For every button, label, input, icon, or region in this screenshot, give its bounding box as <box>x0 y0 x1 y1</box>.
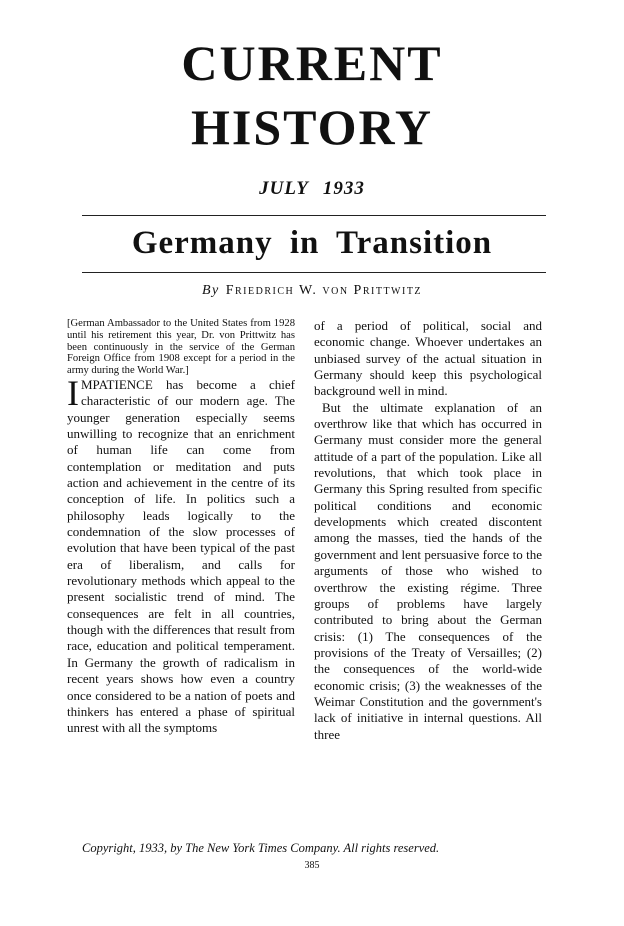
author-name: Friedrich W. von Prittwitz <box>225 283 423 298</box>
right-column <box>314 318 542 743</box>
paragraph-2: But the ultimate explanation of an overthrow like that which has occurred in Germany must consider more the general attitude of a part of the population. Like all revolutions, that which took place in Germany this Spring resulted from specific political conditions and economic developments which created discontent among the masses, tied the hands of the government and lent persuasive force to the arguments of those who wished to overthrow the existing régime. Three groups of problems have largely contributed to bring about the German crisis: (1) The consequences of the provisions of the Treaty of Versailles; (2) the consequences of the world-wide economic crisis; (3) the weaknesses of the Weimar Constitution and the government's lack of initiative in internal questions. All three <box>314 399 542 742</box>
drop-cap: I <box>67 372 79 413</box>
byline <box>0 283 624 299</box>
issue-month: JULY <box>259 178 309 199</box>
copyright-notice: Copyright, 1933, by The New York Times Company. All rights reserved. <box>82 841 440 855</box>
article-title: Germany in Transition <box>131 225 493 261</box>
editor-note: [German Ambassador to the United States from 1928 until his retirement this year, Dr. von Prittwitz has been continuously in the service of the German Foreign Office from 1908 except for a period in the army during the World War.] <box>67 318 295 377</box>
issue-year: 1933 <box>322 178 365 199</box>
page-number: 385 <box>304 860 320 871</box>
paragraph-1-continued: of a period of political, social and economic change. Whoever undertakes an unbiased survey of the actual situation in Germany should keep this psychological background well in mind. <box>314 318 542 399</box>
title-divider <box>82 272 546 273</box>
top-divider <box>82 215 546 216</box>
paragraph-1-text: has become a chief characteristic of our modern age. The younger generation especially seems unwilling to recognize that an enrichment of human life can come from contemplation or meditation and puts action and achievement in the centre of its conception of life. In politics such a philosophy leads logically to the condemnation of the slow processes of evolution that have been typical of the past era of liberalism, and calls for revolutionary methods which appeal to the present socialistic trend of mind. The consequences are felt in all countries, though with the differences that result from race, education and political temperament. In Germany the growth of radicalism in recent years shows how even a country once considered to be a nation of poets and thinkers has entered a phase of spiritual unrest with all the symptoms <box>67 376 295 736</box>
masthead-current: CURRENT <box>181 35 443 91</box>
left-column <box>67 318 295 737</box>
byline-prefix: By <box>201 283 220 298</box>
issue-date <box>0 178 624 200</box>
paragraph-1 <box>67 372 295 737</box>
masthead-history: HISTORY <box>191 99 433 155</box>
lead-caps: MPATIENCE <box>81 376 153 392</box>
